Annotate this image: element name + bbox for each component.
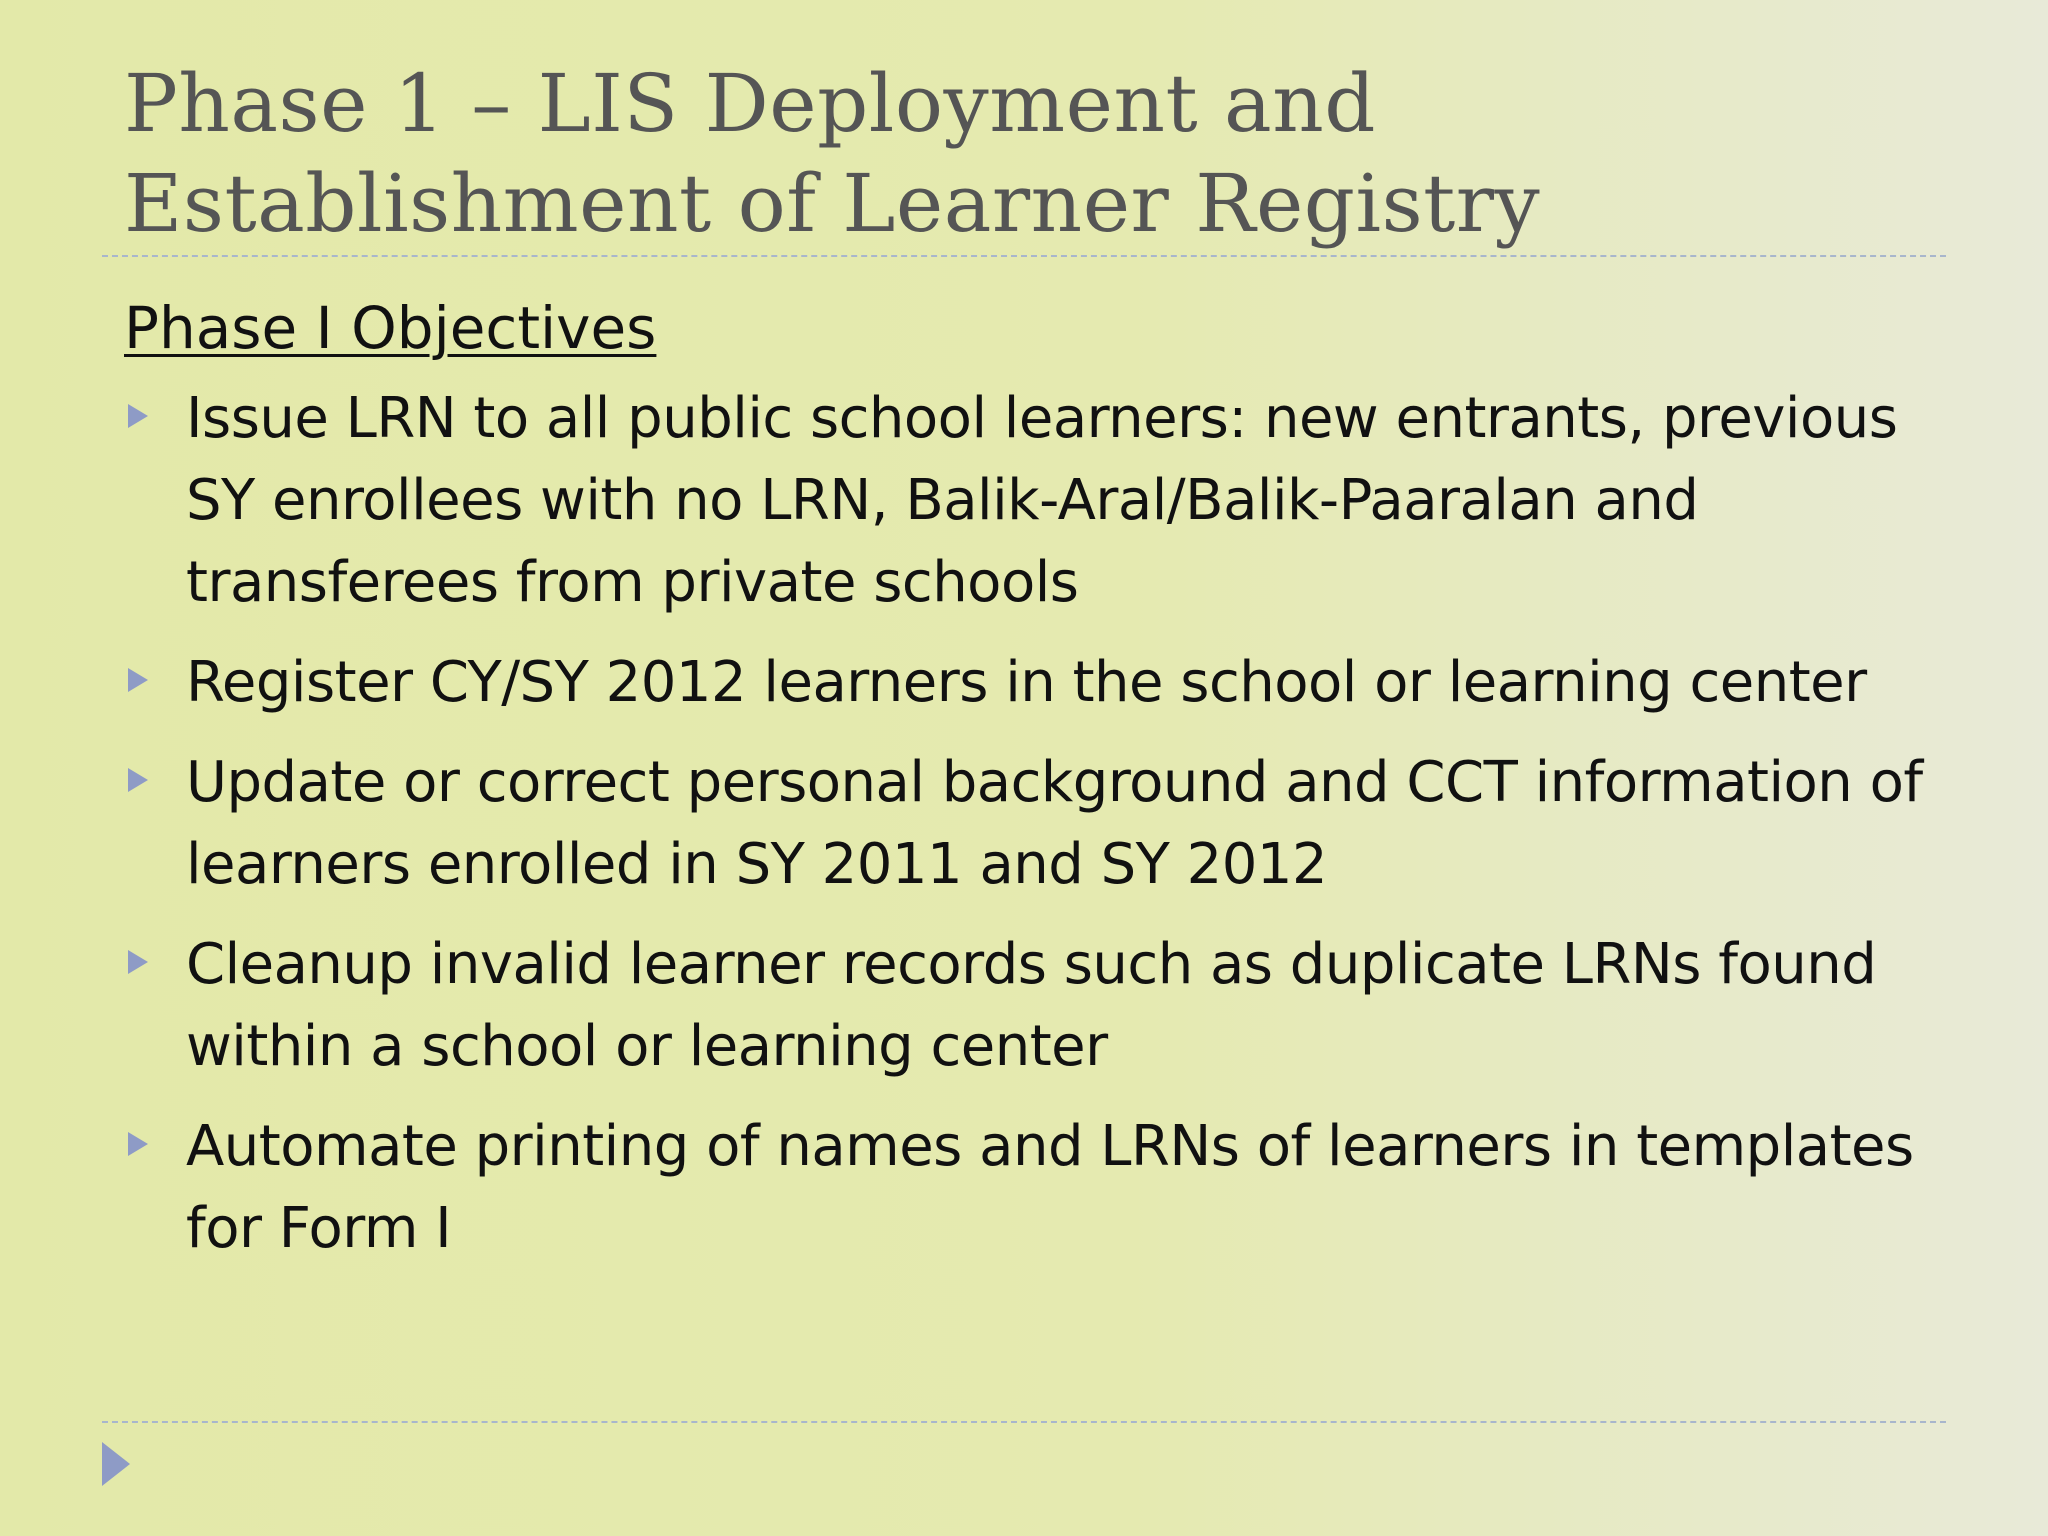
triangle-right-icon [128, 950, 148, 974]
list-item [124, 378, 1924, 624]
objectives-list [124, 378, 1924, 1270]
triangle-right-icon [128, 668, 148, 692]
list-item-text: Cleanup invalid learner records such as duplicate LRNs found within a school or learning center [186, 932, 1877, 1079]
list-item [124, 642, 1924, 724]
footer-divider [102, 1421, 1946, 1423]
list-item [124, 1106, 1924, 1270]
slide-title [124, 54, 1924, 254]
slide-content [124, 288, 1924, 1288]
list-item [124, 924, 1924, 1088]
triangle-right-icon [128, 404, 148, 428]
list-item-text: Update or correct personal background and CCT information of learners enrolled in SY 2011 and SY 2012 [186, 750, 1923, 897]
triangle-right-icon [128, 1132, 148, 1156]
slide-title-line-2: Establishment of Learner Registry [124, 157, 1541, 250]
triangle-right-icon [128, 768, 148, 792]
list-item-text: Issue LRN to all public school learners: new entrants, previous SY enrollees with no LRN, Balik-Aral/Balik-Paaralan and transferees from private schools [186, 386, 1898, 615]
list-item [124, 742, 1924, 906]
footer-triangle-icon [102, 1442, 130, 1486]
slide-title-line-1: Phase 1 – LIS Deployment and [124, 57, 1376, 150]
list-item-text: Register CY/SY 2012 learners in the school or learning center [186, 650, 1867, 715]
list-item-text: Automate printing of names and LRNs of learners in templates for Form I [186, 1114, 1914, 1261]
objectives-heading: Phase I Objectives [124, 294, 657, 362]
title-divider [102, 255, 1946, 257]
